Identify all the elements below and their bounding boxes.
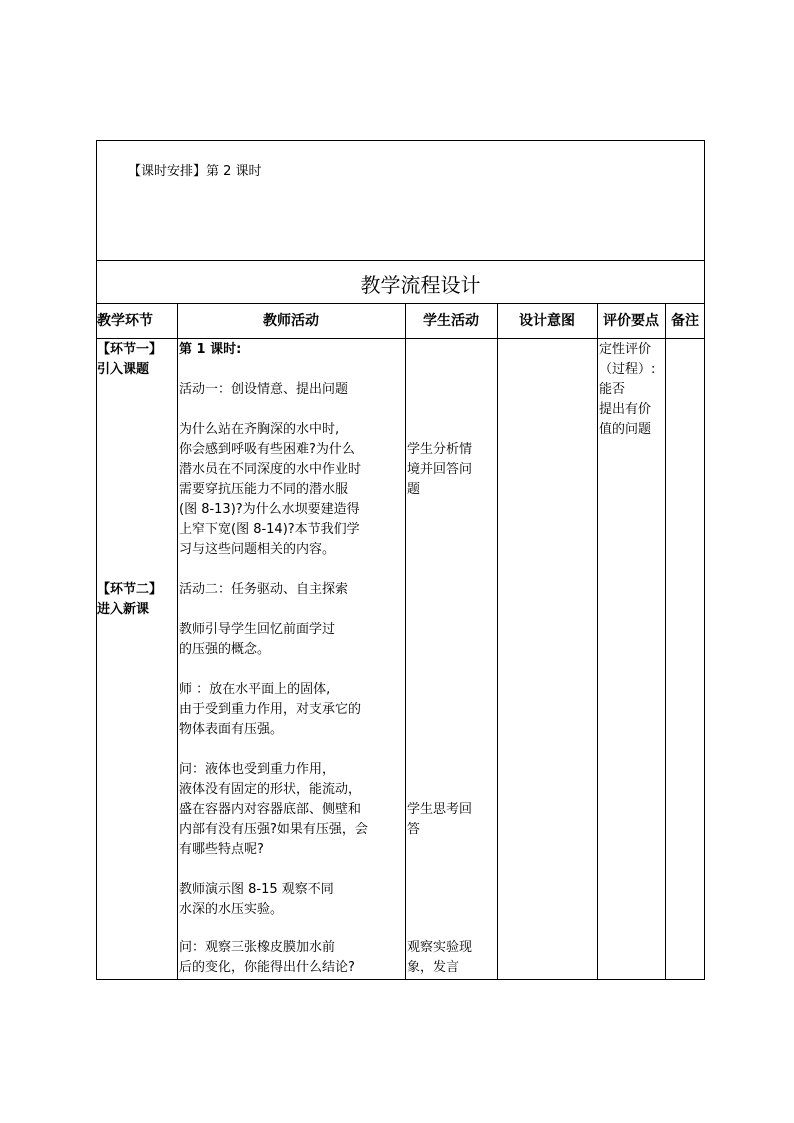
teacher-line: 教师演示图 8-15 观察不同 bbox=[179, 882, 334, 897]
header-teacher: 教师活动 bbox=[263, 313, 319, 329]
teacher-line: 水深的水压实验。 bbox=[179, 902, 284, 917]
header-bottom-border bbox=[96, 338, 705, 339]
teacher-line: 需要穿抗压能力不同的潜水服 bbox=[179, 482, 349, 497]
stage-1-name: 引入课题 bbox=[97, 362, 150, 377]
student-line: 答 bbox=[407, 822, 421, 837]
student-line: 学生分析情 bbox=[407, 442, 473, 457]
column-divider bbox=[597, 303, 598, 980]
stage-1-label: 【环节一】 bbox=[97, 342, 163, 357]
teacher-line: 你会感到呼吸有些困难?为什么 bbox=[179, 442, 355, 457]
teacher-line: 物体表面有压强。 bbox=[179, 722, 284, 737]
student-line: 学生思考回 bbox=[407, 802, 473, 817]
header-intent: 设计意图 bbox=[519, 313, 575, 329]
student-line: 观察实验现 bbox=[407, 940, 473, 955]
column-divider bbox=[177, 303, 178, 980]
activity-2-title: 活动二：任务驱动、自主探索 bbox=[179, 582, 349, 597]
teacher-line: 问：液体也受到重力作用， bbox=[179, 762, 336, 777]
stage-2-name: 进入新课 bbox=[97, 602, 150, 617]
eval-line: 能否 bbox=[599, 382, 626, 397]
teacher-line: 为什么站在齐胸深的水中时, bbox=[179, 422, 340, 437]
activity-1-title: 活动一：创设情意、提出问题 bbox=[179, 382, 349, 397]
header-eval: 评价要点 bbox=[603, 313, 659, 329]
eval-line: （过程）: bbox=[599, 362, 656, 377]
student-line: 境并回答问 bbox=[407, 462, 473, 477]
stage-2-label: 【环节二】 bbox=[97, 582, 163, 597]
lesson-label: 第 1 课时: bbox=[179, 342, 242, 357]
header-stage: 教学环节 bbox=[97, 313, 153, 329]
eval-line: 定性评价 bbox=[599, 342, 652, 357]
teacher-line: 液体没有固定的形状，能流动， bbox=[179, 782, 362, 797]
teacher-line: 上窄下宽(图 8-14)?本节我们学 bbox=[179, 522, 360, 537]
teacher-line: 问：观察三张橡皮膜加水前 bbox=[179, 940, 336, 955]
column-divider bbox=[405, 303, 406, 980]
student-line: 象，发言 bbox=[407, 960, 460, 975]
teacher-line: 后的变化，你能得出什么结论? bbox=[179, 960, 355, 975]
header-student: 学生活动 bbox=[423, 313, 479, 329]
teacher-line: 由于受到重力作用，对支承它的 bbox=[179, 702, 362, 717]
column-divider bbox=[497, 303, 498, 980]
schedule-text: 【课时安排】第 2 课时 bbox=[128, 164, 262, 179]
teacher-line: 盛在容器内对容器底部、侧壁和 bbox=[179, 802, 362, 817]
eval-line: 提出有价 bbox=[599, 402, 652, 417]
eval-line: 值的问题 bbox=[599, 422, 652, 437]
column-divider bbox=[665, 303, 666, 980]
teacher-line: 师 ：放在水平面上的固体, bbox=[179, 682, 331, 697]
header-notes: 备注 bbox=[671, 313, 699, 329]
page-title: 教学流程设计 bbox=[360, 273, 481, 297]
teacher-line: 的压强的概念。 bbox=[179, 642, 271, 657]
teacher-line: 有哪些特点呢? bbox=[179, 842, 264, 857]
teacher-line: 潜水员在不同深度的水中作业时 bbox=[179, 462, 362, 477]
divider bbox=[96, 260, 705, 261]
teacher-line: 习与这些问题相关的内容。 bbox=[179, 542, 336, 557]
teacher-line: (图 8-13)?为什么水坝要建造得 bbox=[179, 502, 360, 517]
teacher-line: 内部有没有压强?如果有压强，会 bbox=[179, 822, 368, 837]
teacher-line: 教师引导学生回忆前面学过 bbox=[179, 622, 336, 637]
student-line: 题 bbox=[407, 482, 421, 497]
